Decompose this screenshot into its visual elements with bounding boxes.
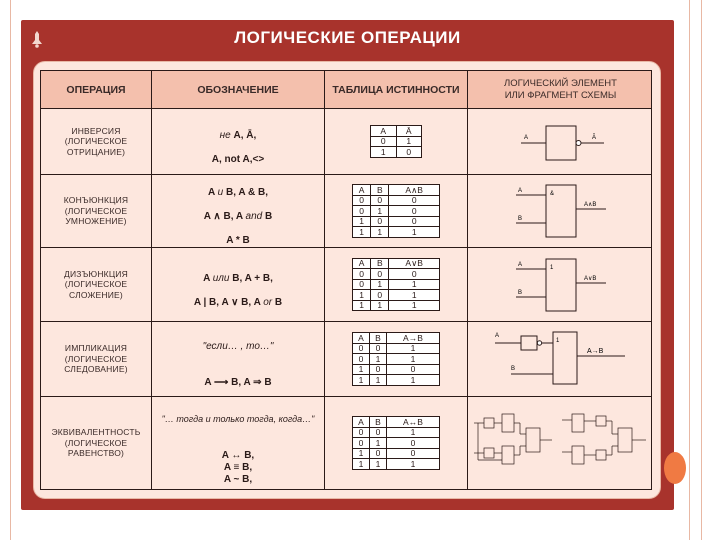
svg-text:A: A (523, 134, 528, 141)
right-margin-line (689, 0, 690, 540)
svg-text:B: B (517, 216, 522, 222)
svg-text:A→B: A→B (586, 348, 603, 355)
truth-table: A Ā 0 1 1 0 (370, 125, 422, 158)
table-row (41, 322, 651, 397)
operation-notation: "… тогда и только тогда, когда…" A ↔ B, A ≡ B, A ~ B, (161, 413, 315, 485)
header-truth-table: ТАБЛИЦА ИСТИННОСТИ (332, 83, 460, 96)
slide-frame (21, 20, 674, 510)
svg-text:1: 1 (555, 338, 559, 344)
operation-name: ИМПЛИКАЦИЯ (ЛОГИЧЕСКОЕ СЛЕДОВАНИЕ) (64, 343, 128, 375)
or-gate-diagram (506, 253, 616, 317)
truth-table: A B A→B 0 0 1 0 1 1 1 0 0 1 1 1 (352, 332, 440, 386)
equivalence-circuit-diagram (472, 404, 650, 482)
page-title: ЛОГИЧЕСКИЕ ОПЕРАЦИИ (234, 28, 461, 47)
table-header-row (41, 71, 651, 109)
svg-text:B: B (510, 366, 515, 372)
operation-name: ЭКВИВАЛЕНТНОСТЬ (ЛОГИЧЕСКОЕ РАВЕНСТВО) (51, 427, 141, 459)
operation-name: ИНВЕРСИЯ (ЛОГИЧЕСКОЕ ОТРИЦАНИЕ) (64, 125, 128, 157)
truth-table: A B A∧B 0 0 0 0 1 0 1 0 0 1 1 1 (352, 184, 440, 238)
svg-text:A: A (494, 333, 499, 339)
and-gate-diagram (506, 179, 616, 243)
operation-notation: A и B, A & B, A ∧ B, A and B A * B (203, 187, 273, 246)
svg-text:Ā: Ā (591, 134, 596, 141)
header-element: ЛОГИЧЕСКИЙ ЭЛЕМЕНТ ИЛИ ФРАГМЕНТ СХЕМЫ (504, 77, 617, 101)
svg-text:A∨B: A∨B (583, 275, 596, 282)
table-row (41, 397, 651, 489)
table-row (41, 109, 651, 175)
header-notation: ОБОЗНАЧЕНИЕ (197, 83, 279, 96)
table-row (41, 248, 651, 322)
svg-text:A: A (517, 188, 522, 194)
implication-gate-diagram (491, 326, 631, 392)
right-margin-line-2 (701, 0, 702, 540)
table-row (41, 175, 651, 248)
operation-name: КОНЪЮНКЦИЯ (ЛОГИЧЕСКОЕ УМНОЖЕНИЕ) (63, 195, 129, 227)
truth-table: A B A∨B 0 0 0 0 1 1 1 0 1 1 1 1 (352, 258, 440, 312)
svg-text:&: & (549, 191, 554, 197)
not-gate-diagram (516, 118, 606, 166)
svg-text:B: B (517, 289, 522, 296)
svg-text:A∧B: A∧B (583, 202, 596, 208)
svg-text:A: A (517, 261, 522, 268)
header-operation: ОПЕРАЦИЯ (66, 83, 126, 96)
content-panel (33, 61, 661, 499)
accent-dot (664, 452, 686, 484)
operation-notation: "если… , то…" A ⟶ B, A ⇒ B (202, 341, 274, 388)
operations-table (40, 70, 652, 490)
operation-notation: не A, Ā, A, not A,<> (211, 129, 265, 165)
truth-table: A B A↔B 0 0 1 0 1 0 1 0 0 1 1 1 (352, 416, 440, 470)
operation-name: ДИЗЪЮНКЦИЯ (ЛОГИЧЕСКОЕ СЛОЖЕНИЕ) (64, 268, 128, 300)
left-margin-line (10, 0, 11, 540)
operation-notation: A или B, A + B, A | B, A ∨ B, A or B (193, 272, 283, 308)
svg-text:1: 1 (549, 264, 553, 271)
